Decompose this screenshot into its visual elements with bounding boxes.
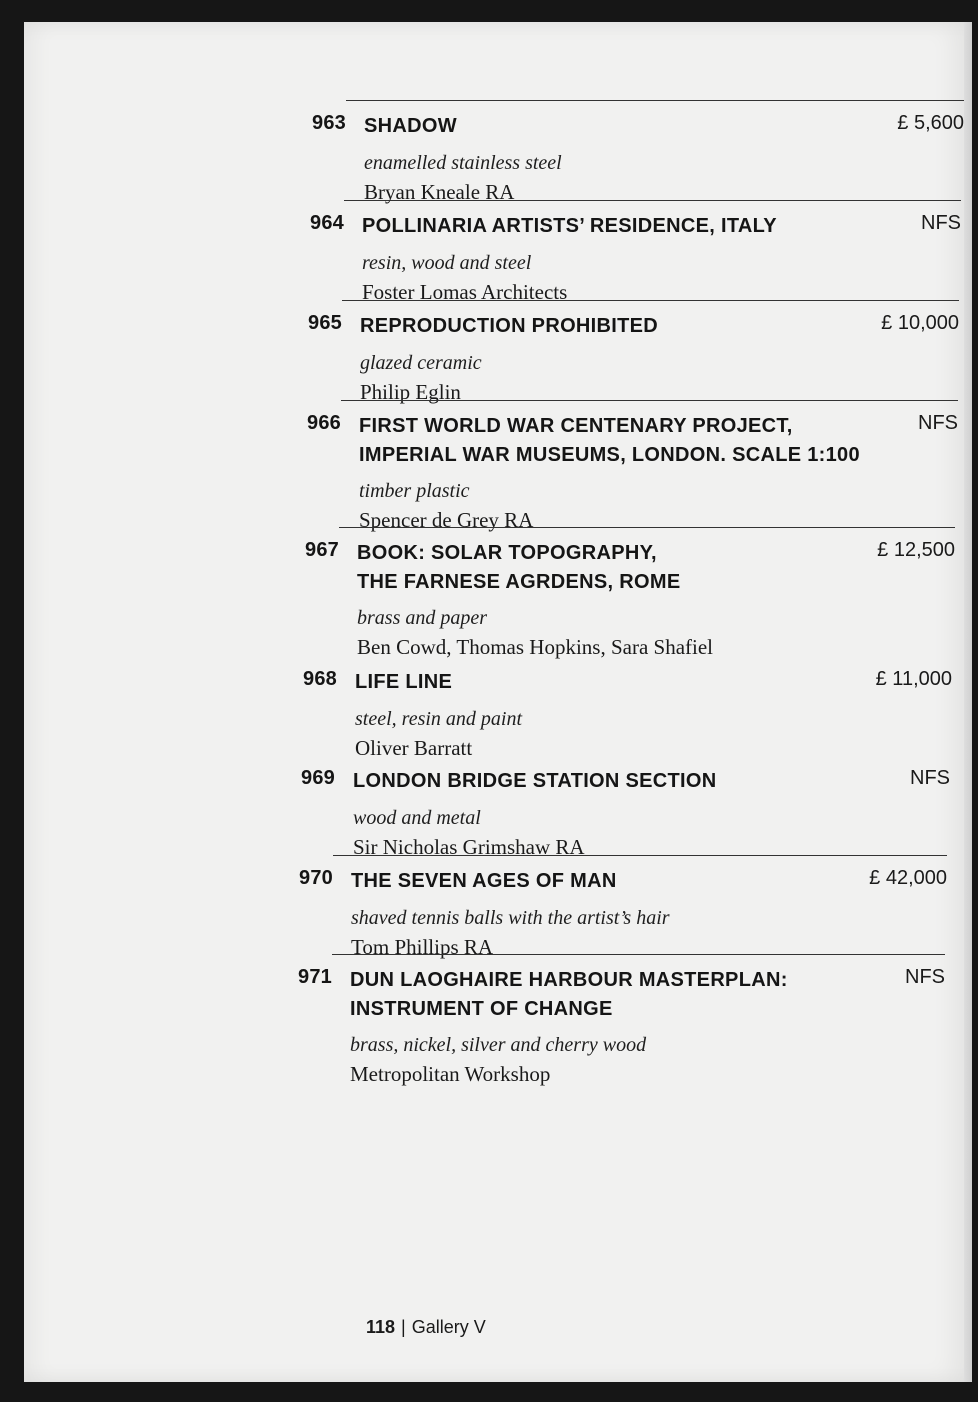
entry-price: £ 11,000 — [875, 668, 952, 690]
entry-medium: brass, nickel, silver and cherry wood — [350, 1034, 647, 1056]
entry-rule — [342, 300, 959, 301]
entry-title-line: THE SEVEN AGES OF MAN — [351, 870, 617, 892]
gallery-section: Gallery V — [411, 1317, 486, 1337]
footer-separator: | — [401, 1317, 406, 1337]
entry-title — [359, 412, 860, 470]
entry-title-line: BOOK: SOLAR TOPOGRAPHY, — [357, 542, 657, 564]
entry-artist: Spencer de Grey RA — [359, 508, 534, 532]
entry-title — [350, 966, 788, 1024]
entry-number: 968 — [303, 668, 337, 690]
entry-title-line: IMPERIAL WAR MUSEUMS, LONDON. SCALE 1:100 — [359, 444, 860, 466]
entry-title-line: INSTRUMENT OF CHANGE — [350, 998, 613, 1020]
entry-title-line: LONDON BRIDGE STATION SECTION — [353, 770, 717, 792]
entry-rule — [344, 200, 961, 201]
entry-artist: Foster Lomas Architects — [362, 280, 568, 304]
entry-price: NFS — [918, 412, 958, 434]
entry-rule — [339, 527, 955, 528]
entry-title-line: FIRST WORLD WAR CENTENARY PROJECT, — [359, 415, 793, 437]
entry-artist: Philip Eglin — [360, 380, 461, 404]
entry-title-line: POLLINARIA ARTISTS’ RESIDENCE, ITALY — [362, 215, 777, 237]
entry-number: 969 — [301, 767, 335, 789]
entry-title — [351, 867, 617, 896]
entry-medium: glazed ceramic — [360, 352, 482, 374]
entry-medium: timber plastic — [359, 480, 470, 502]
entry-title — [353, 767, 717, 796]
entry-number: 965 — [308, 312, 342, 334]
entry-artist: Sir Nicholas Grimshaw RA — [353, 835, 585, 859]
entry-medium: wood and metal — [353, 807, 481, 829]
entry-price: NFS — [921, 212, 961, 234]
page-edge — [964, 22, 972, 1382]
page-number: 118 — [366, 1317, 396, 1337]
entry-medium: shaved tennis balls with the artist’s hair — [351, 907, 670, 929]
entry-rule — [341, 400, 958, 401]
entry-number: 970 — [299, 867, 333, 889]
page-footer — [366, 1317, 486, 1338]
entry-price: NFS — [910, 767, 950, 789]
entry-title-line: SHADOW — [364, 115, 457, 137]
entry-artist: Metropolitan Workshop — [350, 1062, 551, 1086]
entry-artist: Bryan Kneale RA — [364, 180, 515, 204]
entry-rule — [333, 855, 947, 856]
entry-price: £ 5,600 — [897, 112, 964, 134]
entry-medium: resin, wood and steel — [362, 252, 532, 274]
entry-title — [362, 212, 777, 241]
entry-number: 964 — [310, 212, 344, 234]
entry-price: £ 10,000 — [881, 312, 959, 334]
entry-title-line: REPRODUCTION PROHIBITED — [360, 315, 659, 337]
entry-number: 966 — [307, 412, 341, 434]
entry-artist: Tom Phillips RA — [351, 935, 494, 959]
entry-price: £ 12,500 — [877, 539, 955, 561]
entry-artist: Ben Cowd, Thomas Hopkins, Sara Shafiel — [357, 635, 713, 659]
entry-artist: Oliver Barratt — [355, 736, 473, 760]
entry-title — [360, 312, 658, 341]
entry-medium: enamelled stainless steel — [364, 152, 562, 174]
entry-price: NFS — [905, 966, 945, 988]
entry-title — [357, 539, 680, 597]
entry-number: 971 — [298, 966, 332, 988]
entry-title-line: THE FARNESE AGRDENS, ROME — [357, 571, 681, 593]
entry-title — [355, 668, 452, 697]
entry-price: £ 42,000 — [869, 867, 947, 889]
entry-rule — [332, 954, 945, 955]
entry-title-line: LIFE LINE — [355, 671, 453, 693]
catalogue-page — [24, 22, 972, 1382]
entry-number: 967 — [305, 539, 339, 561]
entry-title — [364, 112, 457, 141]
entry-number: 963 — [312, 112, 346, 134]
entry-title-line: DUN LAOGHAIRE HARBOUR MASTERPLAN: — [350, 969, 788, 991]
entry-medium: steel, resin and paint — [355, 708, 523, 730]
entry-medium: brass and paper — [357, 607, 488, 629]
entry-rule — [346, 100, 964, 101]
